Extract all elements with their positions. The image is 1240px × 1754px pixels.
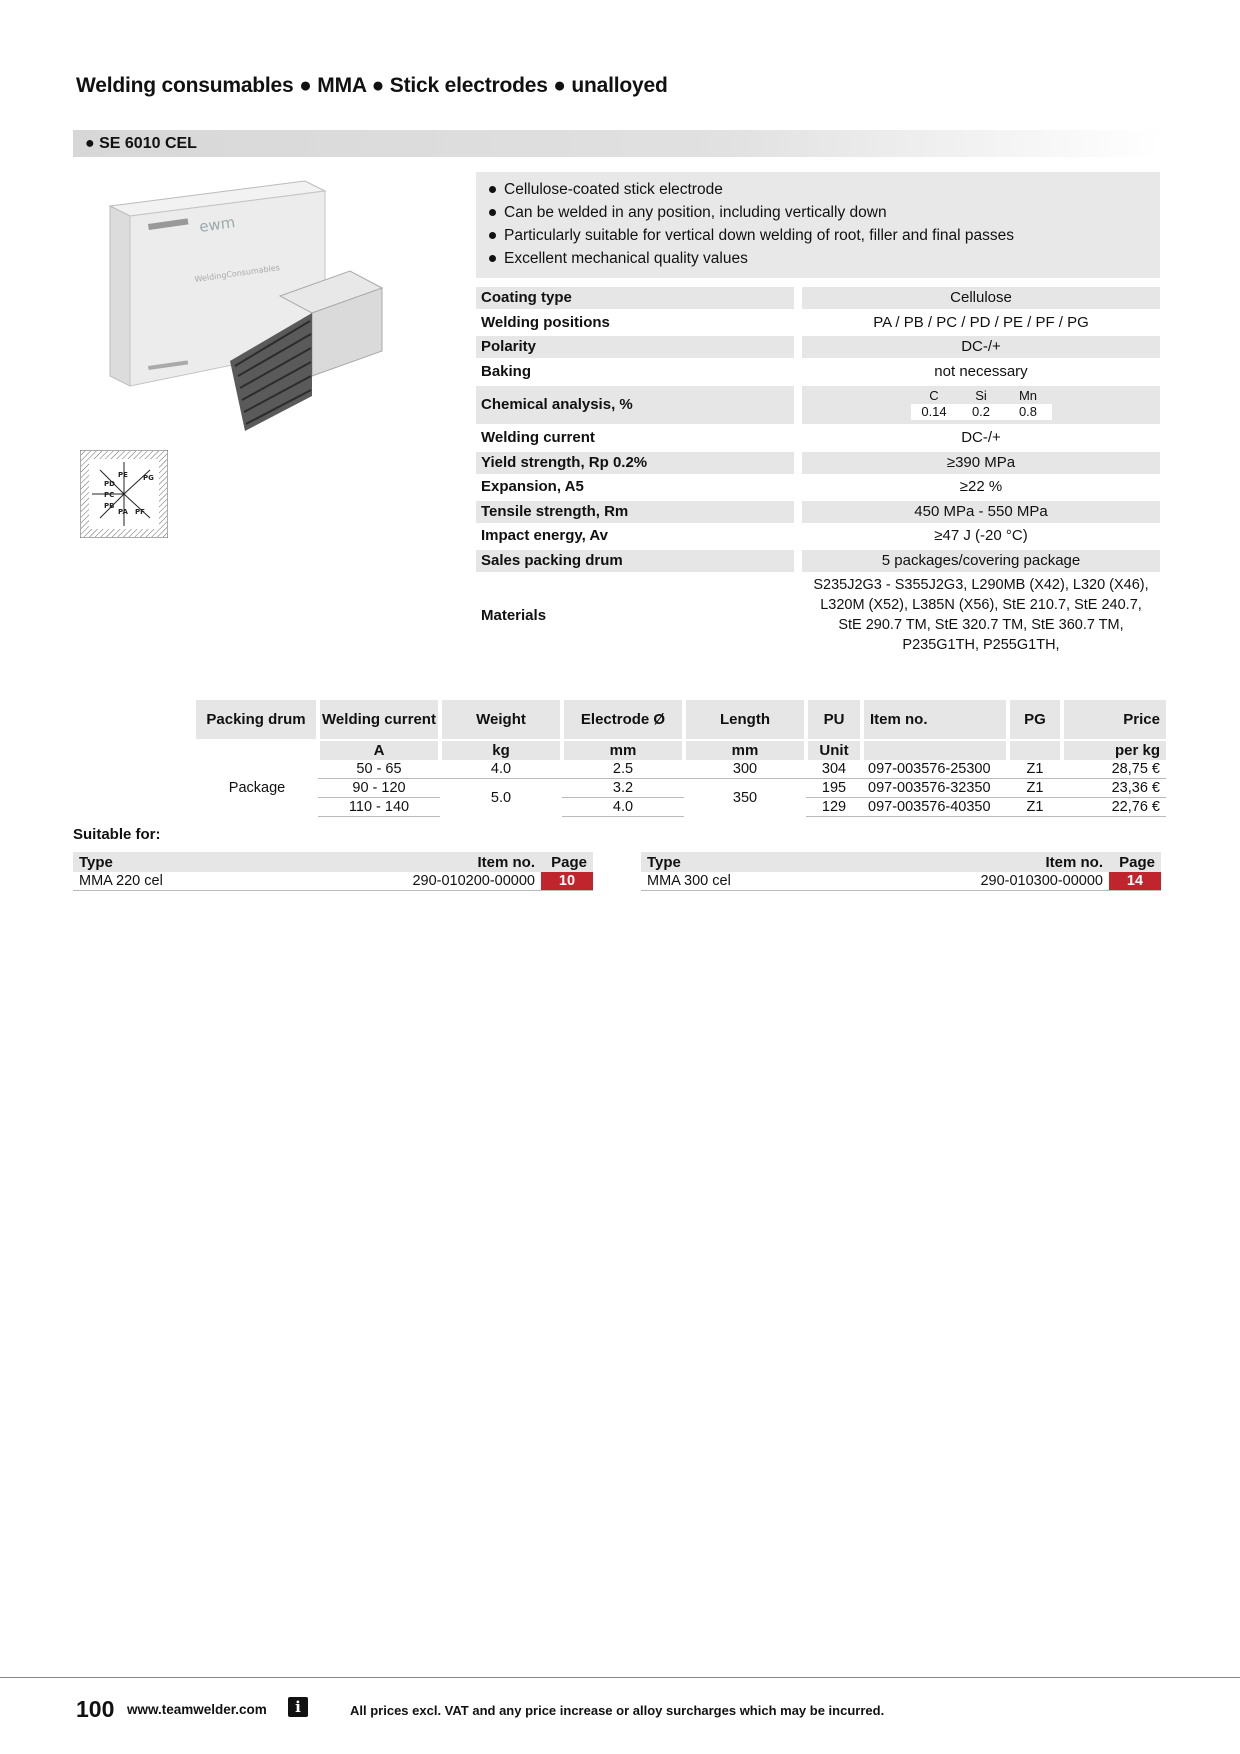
- unit-cell: [862, 740, 1008, 760]
- spec-value: 5 packages/covering package: [802, 550, 1160, 572]
- page-title: Welding consumables ● MMA ● Stick electrodes ● unalloyed: [76, 74, 668, 97]
- product-image: [100, 176, 400, 436]
- spec-label: Welding current: [481, 429, 595, 447]
- spec-value: not necessary: [934, 362, 1028, 380]
- suitable-header-row: [73, 852, 593, 872]
- spec-label: Chemical analysis, %: [476, 386, 794, 424]
- weight-cell: 5.0: [490, 789, 512, 806]
- chem-col-mn: [1005, 388, 1052, 420]
- col-pg: PG: [1008, 700, 1062, 740]
- diagram-label-pa: PA: [118, 508, 128, 516]
- suitable-row[interactable]: [73, 872, 593, 890]
- col-type: Type: [641, 852, 836, 872]
- diagram-label-pg: PG: [143, 474, 154, 482]
- order-table: [196, 700, 1166, 817]
- chem-element: C: [929, 388, 939, 403]
- spec-value: ≥47 J (-20 °C): [934, 527, 1028, 545]
- col-weight: Weight: [440, 700, 562, 740]
- length-cell: 300: [684, 760, 806, 779]
- spec-row-welding-current: [476, 426, 1160, 451]
- table-row: [196, 798, 1166, 817]
- spec-value: PA / PB / PC / PD / PE / PF / PG: [873, 313, 1089, 331]
- pg-cell: Z1: [1008, 760, 1062, 779]
- spec-label: Impact energy, Av: [481, 527, 608, 545]
- spec-label: Materials: [481, 607, 547, 624]
- unit-cell: kg: [440, 740, 562, 760]
- welding-position-diagram: [80, 450, 168, 538]
- suitable-type: MMA 300 cel: [641, 872, 836, 890]
- col-price: Price: [1062, 700, 1166, 740]
- pu-cell: 129: [806, 798, 862, 817]
- col-welding-current: Welding current: [318, 700, 440, 740]
- page-link[interactable]: 10: [541, 872, 593, 890]
- pu-cell: 195: [806, 779, 862, 798]
- spec-value: ≥22 %: [959, 478, 1003, 496]
- spec-label: Tensile strength, Rm: [476, 501, 794, 523]
- page-number: 100: [76, 1696, 115, 1722]
- col-page: Page: [541, 852, 593, 872]
- col-item-no: Item no.: [268, 852, 541, 872]
- table-header-row: [196, 700, 1166, 740]
- unit-cell: [196, 740, 318, 760]
- unit-cell: [1008, 740, 1062, 760]
- spec-table: [476, 286, 1160, 659]
- spec-label: Expansion, A5: [481, 478, 584, 496]
- feature-item: Particularly suitable for vertical down welding of root, filler and final passes: [486, 224, 1160, 247]
- diagram-label-pb: PB: [104, 502, 115, 510]
- unit-cell: per kg: [1062, 740, 1166, 760]
- chem-col-c: [911, 388, 958, 420]
- spec-row-materials: [476, 573, 1160, 659]
- feature-list: [476, 172, 1160, 278]
- spec-value: DC-/+: [802, 336, 1160, 358]
- page-link[interactable]: 14: [1109, 872, 1161, 890]
- spec-row-baking: [476, 360, 1160, 385]
- suitable-type: MMA 220 cel: [73, 872, 268, 890]
- item-cell: 097-003576-40350: [862, 798, 1008, 817]
- weight-cell: 4.0: [440, 760, 562, 779]
- table-units-row: [196, 740, 1166, 760]
- pg-cell: Z1: [1008, 798, 1062, 817]
- feature-item: Can be welded in any position, including vertically down: [486, 201, 1160, 224]
- suitable-item-no: 290-010300-00000: [836, 872, 1109, 890]
- spec-label: Coating type: [476, 287, 794, 309]
- feature-item: Cellulose-coated stick electrode: [486, 178, 1160, 201]
- col-electrode-diameter: Electrode Ø: [562, 700, 684, 740]
- spec-value: ≥390 MPa: [802, 452, 1160, 474]
- pu-cell: 304: [806, 760, 862, 779]
- price-cell: 22,76 €: [1062, 798, 1166, 817]
- spec-row-expansion: [476, 475, 1160, 500]
- chem-element: Si: [975, 388, 987, 403]
- spec-row-yield-strength: [476, 451, 1160, 476]
- diagram-label-pf: PF: [135, 508, 145, 516]
- footer-divider: [0, 1677, 1240, 1678]
- chem-element: Mn: [1018, 388, 1038, 403]
- product-heading: ● SE 6010 CEL: [73, 130, 1163, 157]
- diagram-label-pd: PD: [104, 480, 115, 488]
- col-page: Page: [1109, 852, 1161, 872]
- current-cell: 90 - 120: [318, 779, 440, 798]
- chem-value: 0.2: [958, 404, 1005, 420]
- spec-value: [802, 386, 1160, 424]
- spec-value: S235J2G3 - S355J2G3, L290MB (X42), L320 (X46), L320M (X52), L385N (X56), StE 210.7, StE 240.7, StE 290.7 TM, StE 320.7 TM, StE 360.7 TM, P235G1TH, P255G1TH,: [813, 577, 1149, 653]
- suitable-header-row: [641, 852, 1161, 872]
- unit-cell: Unit: [806, 740, 862, 760]
- footer-note: All prices excl. VAT and any price increase or alloy surcharges which may be incurred.: [350, 1703, 885, 1718]
- spec-row-welding-positions: [476, 311, 1160, 336]
- website-link[interactable]: www.teamwelder.com: [127, 1702, 267, 1717]
- chem-value: 0.14: [911, 404, 958, 420]
- diagram-label-pe: PE: [118, 471, 128, 479]
- current-cell: 110 - 140: [318, 798, 440, 817]
- item-cell: 097-003576-25300: [862, 760, 1008, 779]
- spec-label: Polarity: [476, 336, 794, 358]
- suitable-for-heading: Suitable for:: [73, 826, 161, 843]
- unit-cell: mm: [562, 740, 684, 760]
- col-item-no: Item no.: [862, 700, 1008, 740]
- info-icon: i: [288, 1697, 308, 1717]
- diameter-cell: 3.2: [562, 779, 684, 798]
- item-cell: 097-003576-32350: [862, 779, 1008, 798]
- table-row: [196, 760, 1166, 779]
- spec-row-impact-energy: [476, 524, 1160, 549]
- chem-col-si: [958, 388, 1005, 420]
- brand-text: ewm: [198, 213, 237, 236]
- spec-row-polarity: [476, 335, 1160, 360]
- packing-cell: Package: [228, 780, 286, 797]
- table-row: [196, 779, 1166, 798]
- length-cell: 350: [732, 789, 758, 806]
- col-pu: PU: [806, 700, 862, 740]
- spec-row-coating-type: [476, 286, 1160, 311]
- col-length: Length: [684, 700, 806, 740]
- unit-cell: A: [318, 740, 440, 760]
- box-text: WeldingConsumables: [194, 263, 281, 284]
- chemical-grid: [802, 386, 1160, 420]
- chem-value: 0.8: [1005, 404, 1052, 420]
- suitable-table-2: [641, 852, 1161, 891]
- spec-label: Sales packing drum: [476, 550, 794, 572]
- spec-row-tensile-strength: [476, 500, 1160, 525]
- spec-label: Welding positions: [481, 313, 610, 331]
- feature-item: Excellent mechanical quality values: [486, 247, 1160, 270]
- pg-cell: Z1: [1008, 779, 1062, 798]
- suitable-row[interactable]: [641, 872, 1161, 890]
- spec-value: 450 MPa - 550 MPa: [802, 501, 1160, 523]
- current-cell: 50 - 65: [318, 760, 440, 779]
- unit-cell: mm: [684, 740, 806, 760]
- spec-value: DC-/+: [961, 429, 1001, 447]
- price-cell: 23,36 €: [1062, 779, 1166, 798]
- suitable-item-no: 290-010200-00000: [268, 872, 541, 890]
- price-cell: 28,75 €: [1062, 760, 1166, 779]
- diagram-label-pc: PC: [104, 491, 115, 499]
- spec-label: Yield strength, Rp 0.2%: [476, 452, 794, 474]
- spec-row-sales-packing: [476, 549, 1160, 574]
- suitable-table-1: [73, 852, 593, 891]
- diameter-cell: 4.0: [562, 798, 684, 817]
- col-item-no: Item no.: [836, 852, 1109, 872]
- spec-label: Baking: [481, 362, 532, 380]
- diameter-cell: 2.5: [562, 760, 684, 779]
- spec-value: Cellulose: [802, 287, 1160, 309]
- spec-row-chemical-analysis: [476, 384, 1160, 426]
- col-packing-drum: Packing drum: [196, 700, 318, 740]
- col-type: Type: [73, 852, 268, 872]
